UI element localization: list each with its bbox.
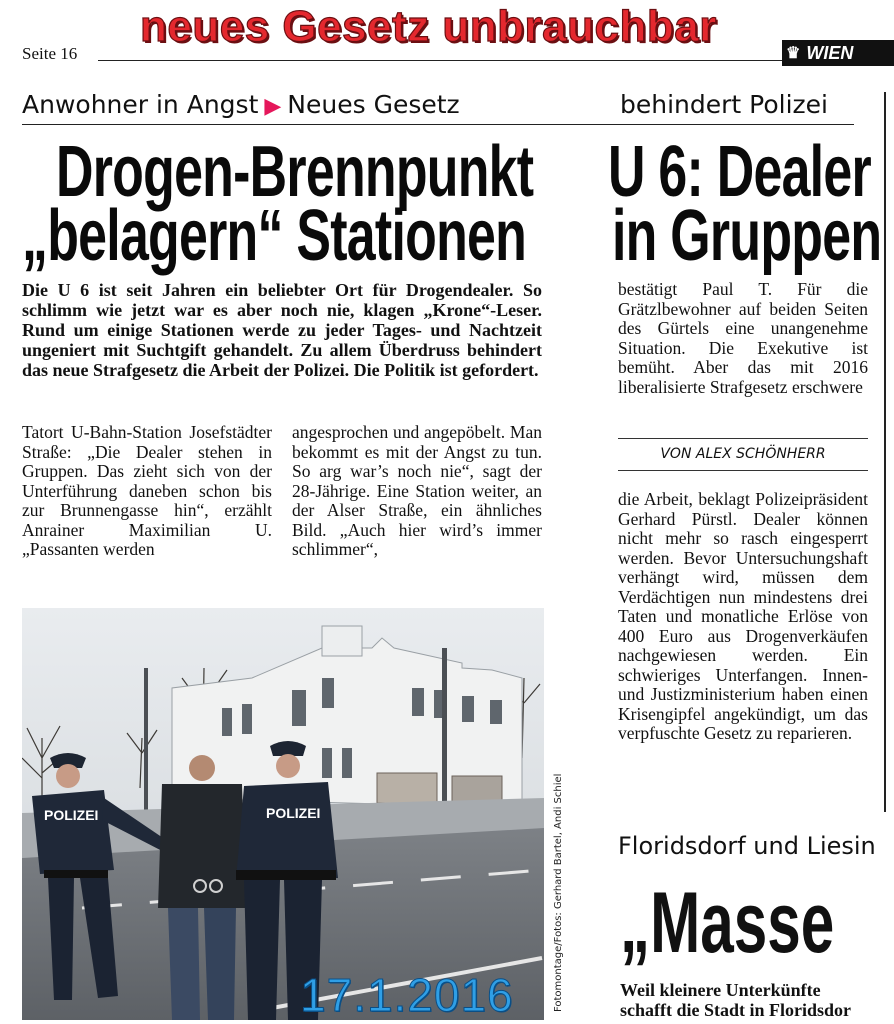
byline-divider-top [618,438,868,439]
main-lead-paragraph: Die U 6 ist seit Jahren ein beliebter Ort für Drogendealer. So schlimm wie jetzt war es aber noch nie, klagen „Krone“-Leser. Rund um einige Stationen werde zu jeder Tages- und Nachtzeit ungeniert mit Suchtgift gehandelt. Zu allem Überdruss behindert das neue Strafgesetz die Arbeit der Polizei. Die Politik ist gefordert. [22,280,542,380]
main-headline-line1: Drogen-Brennpunkt [56,132,534,212]
next-lead-line1: Weil kleinere Unterkünfte [620,980,821,1000]
side-headline-line1: U 6: Dealer [608,132,871,212]
main-headline-line2: „belagern“ Stationen [22,196,527,276]
section-badge [782,40,894,66]
kicker-right: behindert Polizei [620,90,828,119]
side-headline-line2: in Gruppen [612,196,882,276]
next-lead [620,980,894,1020]
header-divider [98,60,786,61]
photo-illustration [22,608,544,1020]
kicker-divider [22,124,854,125]
kicker [22,90,460,119]
section-badge-label: WIEN [806,42,854,63]
kicker-left: Anwohner in Angst [22,90,259,119]
photo-credit: Fotomontage/Fotos: Gerhard Bartel, Andi Schiel [553,773,564,1012]
next-headline: „Masse [620,875,835,971]
crown-icon: ♛ [786,45,801,62]
page-number: Seite 16 [22,44,78,63]
next-section-head: Floridsdorf und Liesin [618,832,876,860]
side-body-top: bestätigt Paul T. Für die Grätzlbewohner auf beiden Seiten des Gürtels eine unangenehme Situation. Die Exekutive ist bemüht. Aber das mit 2016 liberalisierte Strafgesetz erschwere [618,279,868,397]
arrow-right-icon: ▶ [264,94,282,119]
police-label-left: POLIZEI [44,807,99,823]
police-label-right: POLIZEI [266,805,321,821]
main-body-column-2: angesprochen und angepöbelt. Man bekommt es mit der Angst zu tun. So arg war’s noch nie“, sagt der 28-Jährige. Eine Station weiter, an der Alser Straße, ein ähnliches Bild. „Auch hier wird’s immer schlimmer“, [292,422,542,559]
kicker-middle: Neues Gesetz [287,90,460,119]
article-photo [22,608,544,1020]
byline: VON ALEX SCHÖNHERR [660,446,826,462]
column-border [884,92,886,812]
side-body-bottom: die Arbeit, beklagt Polizeipräsident Gerhard Pürstl. Dealer können nicht mehr so rasch eingesperrt werden. Bevor Untersuchungshaft verhängt wird, müssen dem Verdächtigen nun mindestens drei Taten und monatliche Erlöse von 400 Euro aus Drogenverkäufen nachgewiesen werden. Ein schwieriges Unterfangen. Innen- und Justizministerium haben einen Krisengipfel angekündigt, um das verpfuschte Gesetz zu reparieren. [618,489,868,743]
next-lead-line2: schafft die Stadt in Floridsdor [620,1000,852,1020]
date-stamp: 17.1.2016 [300,969,514,1021]
main-body-column-1: Tatort U-Bahn-Station Josefstädter Straße: „Die Dealer stehen in Gruppen. Das zieht sich von der Unterführung daneben schon bis zur Brunnengasse hin“, erzählt Anrainer Maximilian U. „Passanten werden [22,422,272,559]
byline-divider-bottom [618,470,868,471]
overlay-title: neues Gesetz unbrauchbar [140,2,717,51]
